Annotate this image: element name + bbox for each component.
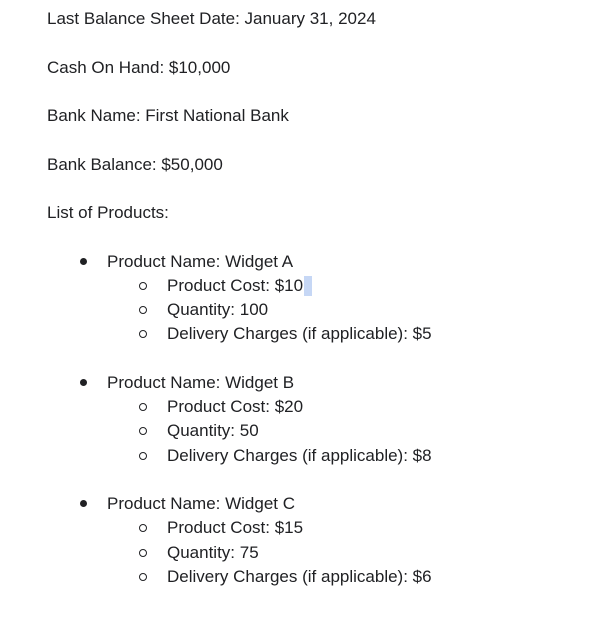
product-cost: Product Cost: $20: [167, 397, 304, 416]
bullet-hollow-icon: [133, 446, 153, 466]
product-cost: Product Cost: $15: [167, 518, 304, 537]
bullet-hollow-icon: [133, 276, 153, 296]
bullet-hollow-icon: [133, 421, 153, 441]
product-delivery: Delivery Charges (if applicable): $6: [167, 567, 432, 586]
product-delivery: Delivery Charges (if applicable): $5: [167, 324, 432, 343]
product-cost: Product Cost: $10: [167, 276, 304, 295]
text-cursor-selection: [304, 276, 312, 296]
product-name: Product Name: Widget C: [107, 494, 296, 513]
product-name: Product Name: Widget A: [107, 252, 294, 271]
bank-name: Bank Name: First National Bank: [47, 106, 289, 125]
product-delivery: Delivery Charges (if applicable): $8: [167, 446, 432, 465]
bullet-filled-icon: [73, 494, 93, 514]
bullet-hollow-icon: [133, 324, 153, 344]
product-name: Product Name: Widget B: [107, 373, 295, 392]
product-quantity: Quantity: 75: [167, 543, 259, 562]
product-cost-line: [167, 276, 312, 296]
product-quantity: Quantity: 50: [167, 421, 259, 440]
bullet-hollow-icon: [133, 300, 153, 320]
bullet-hollow-icon: [133, 543, 153, 563]
bullet-hollow-icon: [133, 518, 153, 538]
bullet-hollow-icon: [133, 397, 153, 417]
bullet-filled-icon: [73, 373, 93, 393]
balance-sheet-date: Last Balance Sheet Date: January 31, 2024: [47, 9, 376, 28]
products-heading: List of Products:: [47, 203, 169, 222]
product-quantity: Quantity: 100: [167, 300, 269, 319]
bullet-filled-icon: [73, 252, 93, 272]
bank-balance: Bank Balance: $50,000: [47, 155, 223, 174]
cash-on-hand: Cash On Hand: $10,000: [47, 58, 231, 77]
bullet-hollow-icon: [133, 567, 153, 587]
